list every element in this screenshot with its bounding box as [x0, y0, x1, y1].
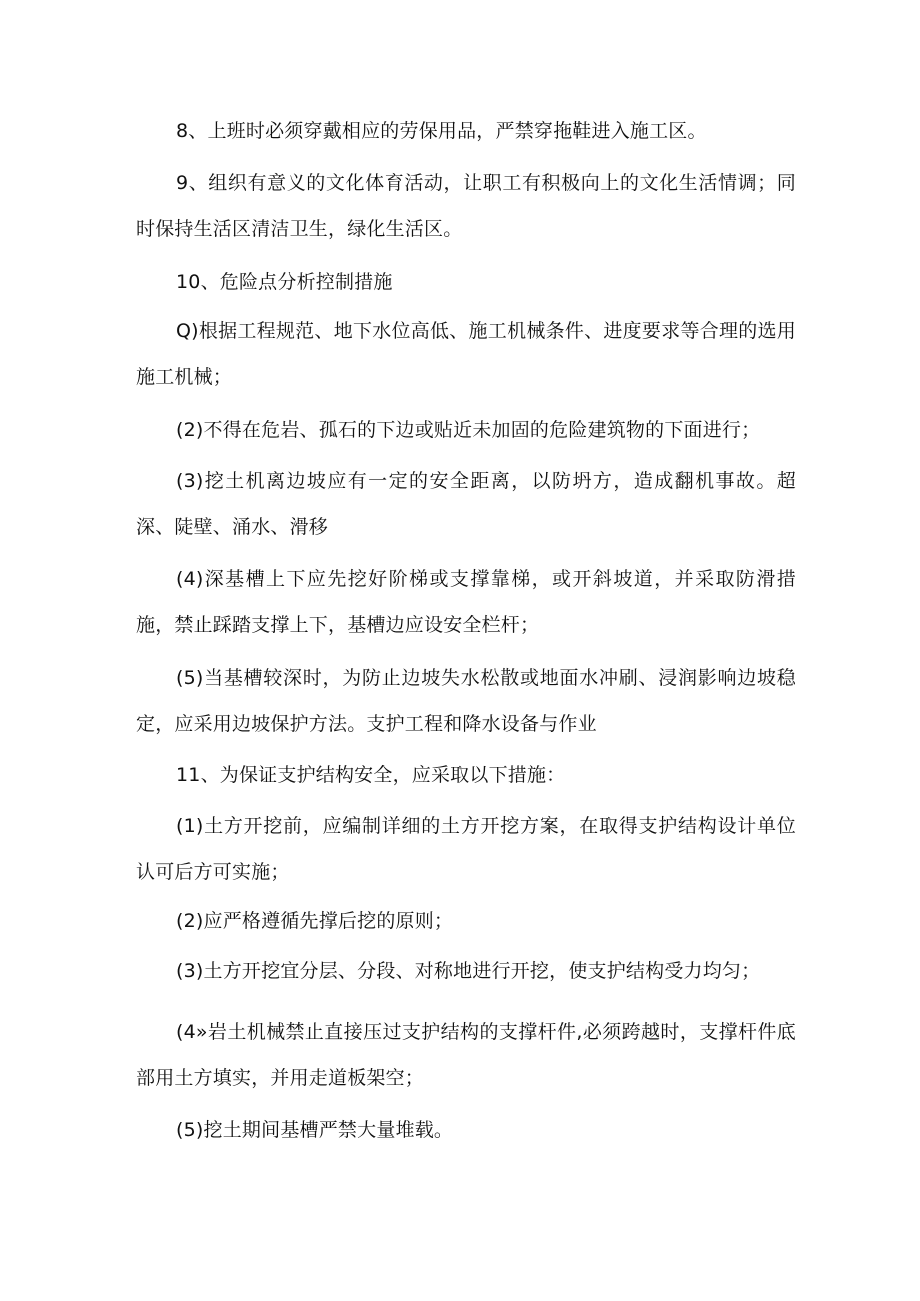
paragraph-support-1: (1)土方开挖前，应编制详细的土方开挖方案，在取得支护结构设计单位认可后方可实施； [136, 815, 796, 883]
paragraph-measure-5: (5)当基槽较深时，为防止边坡失水松散或地面水冲刷、浸润影响边坡稳定，应采用边坡保护方法。支护工程和降水设备与作业 [136, 667, 796, 735]
paragraph-measure-1: Q)根据工程规范、地下水位高低、施工机械条件、进度要求等合理的选用施工机械； [136, 320, 796, 388]
paragraph-item-10-heading: 10、危险点分析控制措施 [176, 271, 393, 293]
paragraph-support-3: (3)土方开挖宜分层、分段、对称地进行开挖，使支护结构受力均匀； [176, 960, 761, 982]
paragraph-support-5: (5)挖土期间基槽严禁大量堆载。 [176, 1119, 454, 1141]
paragraph-item-9: 9、组织有意义的文化体育活动，让职工有积极向上的文化生活情调；同时保持生活区清洁卫生，绿化生活区。 [136, 172, 796, 240]
paragraph-support-4: (4»岩土机械禁止直接压过支护结构的支撑杆件,必须跨越时，支撑杆件底部用土方填实，并用走道板架空； [136, 1021, 796, 1089]
paragraph-measure-2: (2)不得在危岩、孤石的下边或贴近未加固的危险建筑物的下面进行； [176, 419, 761, 441]
paragraph-support-2: (2)应严格遵循先撑后挖的原则； [176, 910, 454, 932]
paragraph-measure-3: (3)挖土机离边坡应有一定的安全距离，以防坍方，造成翻机事故。超深、陡壁、涌水、滑移 [136, 470, 796, 538]
paragraph-measure-4: (4)深基槽上下应先挖好阶梯或支撑靠梯，或开斜坡道，并采取防滑措施，禁止踩踏支撑上下，基槽边应设安全栏杆； [136, 568, 796, 636]
paragraph-item-8: 8、上班时必须穿戴相应的劳保用品，严禁穿拖鞋进入施工区。 [176, 120, 707, 142]
paragraph-item-11-heading: 11、为保证支护结构安全，应采取以下措施： [176, 764, 566, 786]
